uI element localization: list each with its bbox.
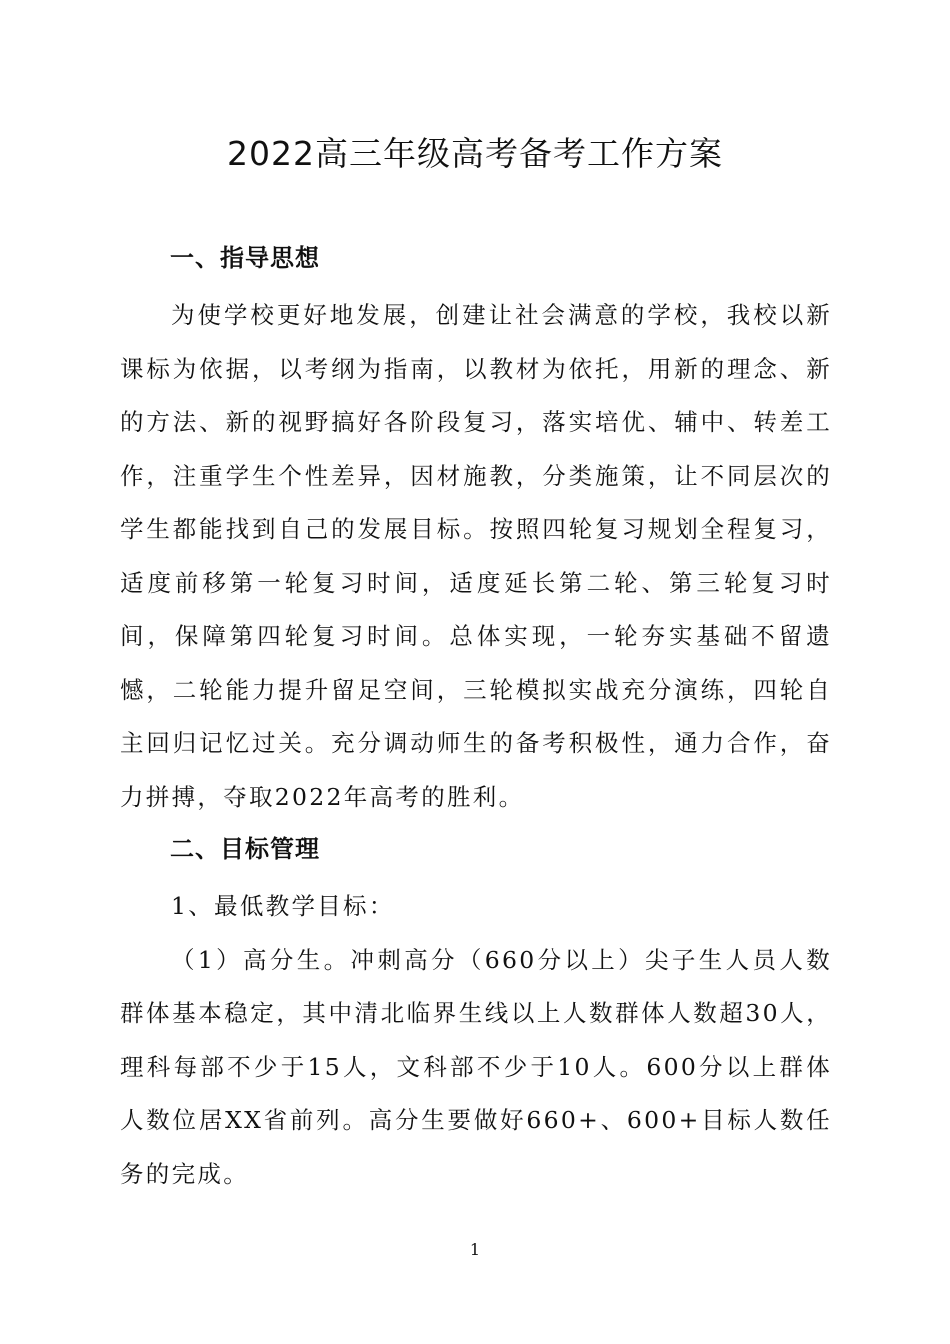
minimum-teaching-goal-item: 1、最低教学目标： [171, 892, 395, 920]
document-title: 2022高三年级高考备考工作方案 [227, 134, 723, 173]
section-heading-goal-management: 二、目标管理 [170, 835, 320, 863]
document-body [120, 237, 832, 1201]
high-score-students-paragraph: （1）高分生。冲刺高分（660分以上）尖子生人员人数群体基本稳定，其中清北临界生线以上人数群体人数超30人，理科每部不少于15人，文科部不少于10人。600分以上群体人数位居XX省前列。高分生要做好660+、600+目标人数任务的完成。 [120, 945, 832, 1188]
page-number: 1 [469, 1240, 481, 1259]
guiding-ideology-paragraph: 为使学校更好地发展，创建让社会满意的学校，我校以新课标为依据，以考纲为指南，以教材为依托，用新的理念、新的方法、新的视野搞好各阶段复习，落实培优、辅中、转差工作，注重学生个性差异，因材施教，分类施策，让不同层次的学生都能找到自己的发展目标。按照四轮复习规划全程复习，适度前移第一轮复习时间，适度延长第二轮、第三轮复习时间，保障第四轮复习时间。总体实现，一轮夯实基础不留遗憾，二轮能力提升留足空间，三轮模拟实战充分演练，四轮自主回归记忆过关。充分调动师生的备考积极性，通力合作，奋力拼搏，夺取2022年高考的胜利。 [120, 301, 832, 811]
section-heading-guiding-ideology: 一、指导思想 [170, 244, 320, 272]
